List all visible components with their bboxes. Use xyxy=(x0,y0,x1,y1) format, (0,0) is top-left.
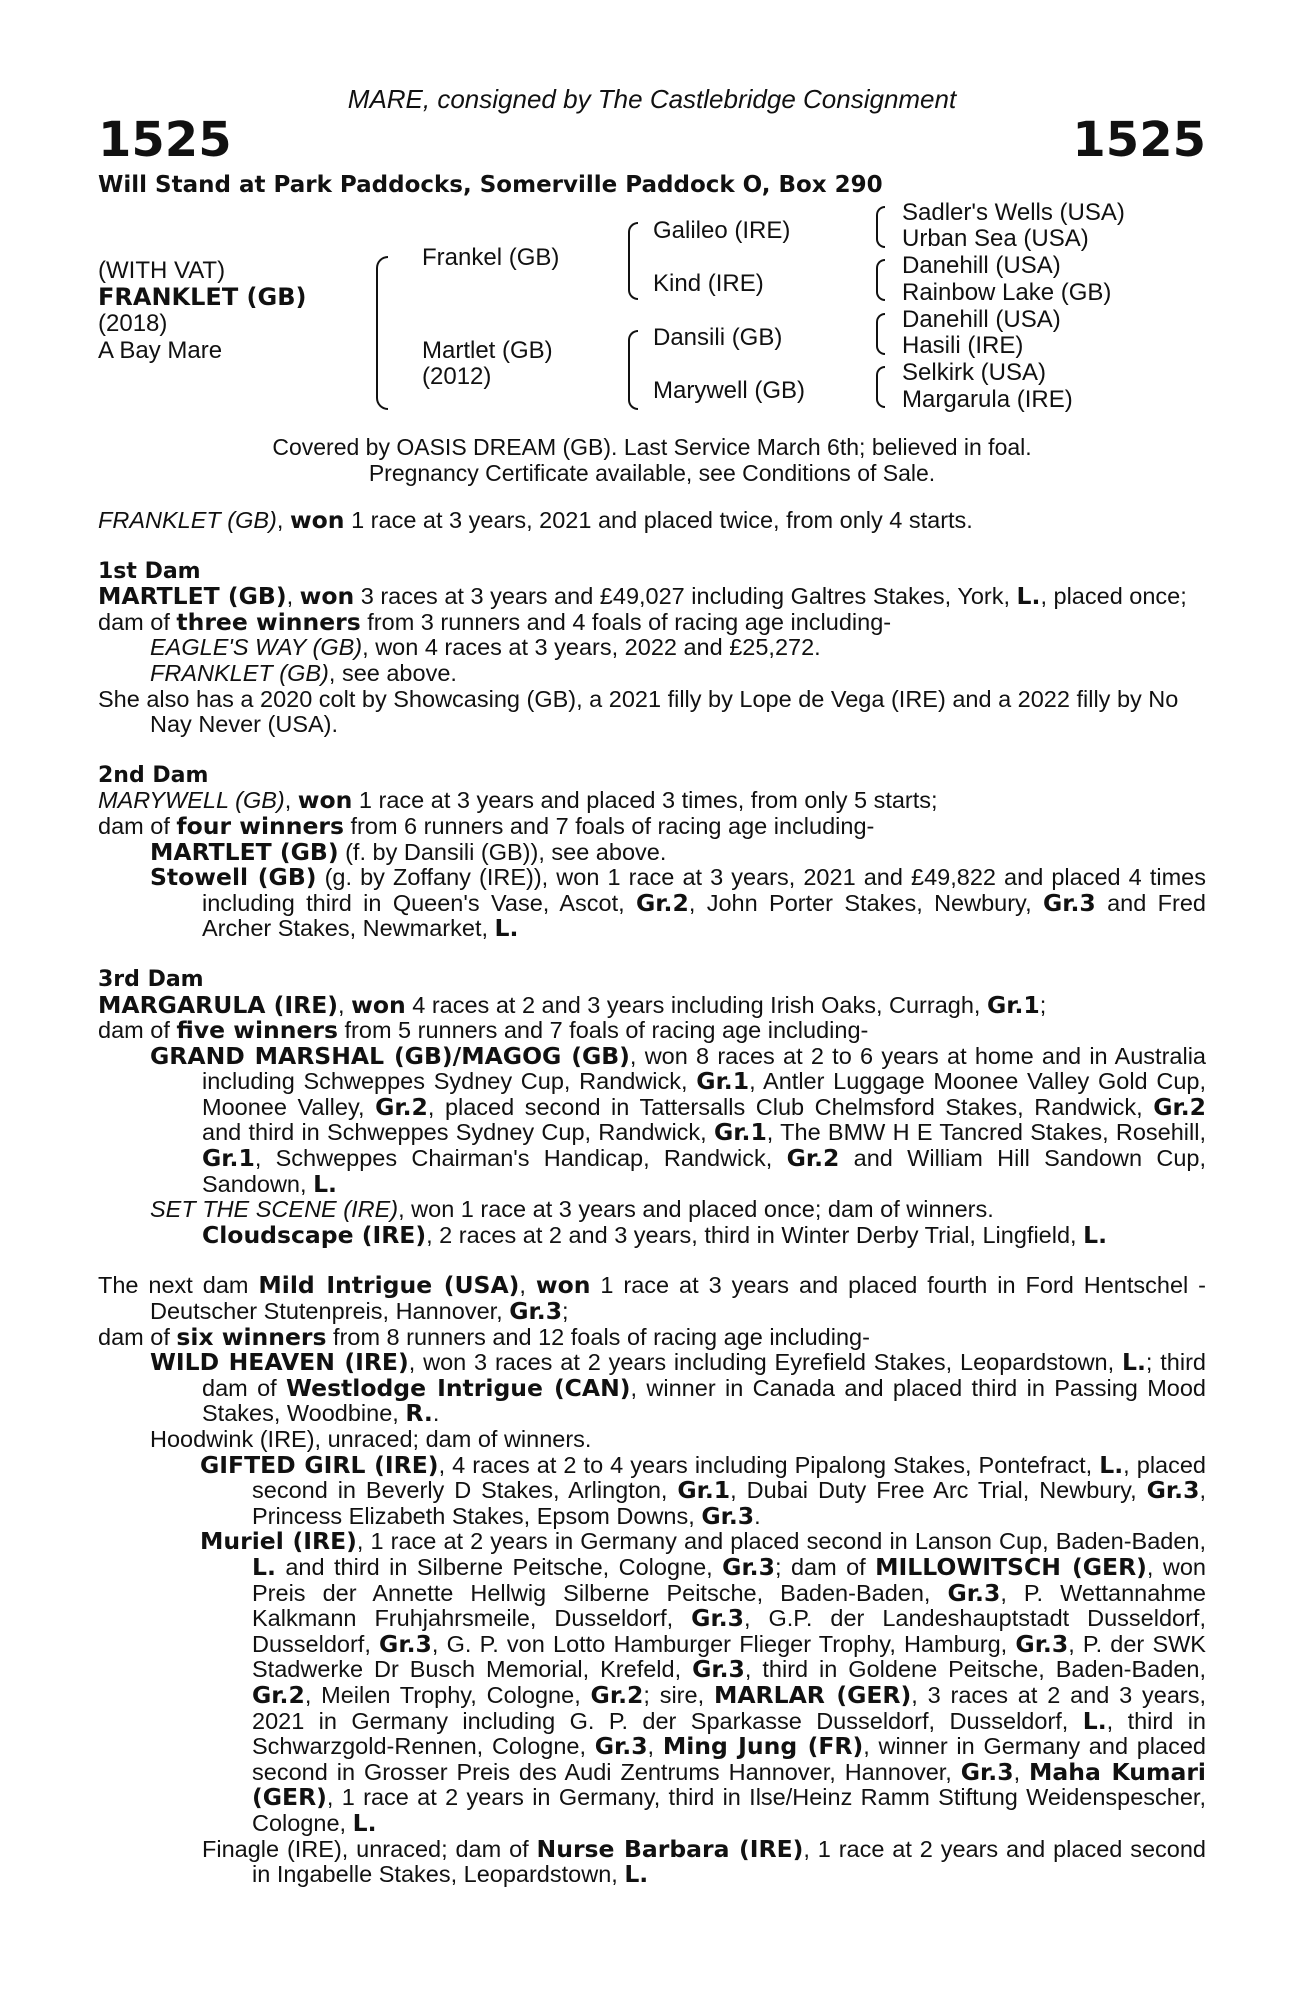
covered-note xyxy=(98,434,1206,486)
record-text: , G.P. der Landeshauptstadt Dusseldorf, Dusseldorf, xyxy=(252,1605,1206,1657)
grade-label: Gr.3 xyxy=(722,1552,775,1581)
first-dam-also: She also has a 2020 colt by Showcasing (GB), a 2021 filly by Lope de Vega (IRE) and a 2022 filly by No Nay Never (USA). xyxy=(98,685,1179,738)
record-text: from 5 runners and 7 foals of racing age including- xyxy=(337,1017,869,1044)
record-text: and William Hill Sandown Cup, Sandown, xyxy=(202,1145,1206,1197)
covered-line-1: Covered by OASIS DREAM (GB). Last Service March 6th; believed in foal. xyxy=(272,434,1032,460)
winners-count: five winners xyxy=(176,1016,338,1045)
brace-dam xyxy=(628,330,638,410)
record-text: , Meilen Trophy, Cologne, xyxy=(304,1681,591,1708)
sire-dam-sire: Danehill (USA) xyxy=(902,252,1061,279)
dam: Martlet (GB) xyxy=(422,337,553,364)
record-text: , 4 races at 2 to 4 years including Pipalong Stakes, Pontefract, xyxy=(438,1451,1100,1478)
record-text: ; dam of xyxy=(774,1553,876,1580)
second-dam-name: MARYWELL (GB) xyxy=(98,787,285,814)
record-text: , John Porter Stakes, Newbury, xyxy=(688,889,1043,916)
record-text: , P. der SWK Stadwerke Dr Busch Memorial, Krefeld, xyxy=(252,1630,1206,1683)
record-text: 3 races at 3 years and £49,027 including Galtres Stakes, York, xyxy=(354,583,1017,610)
sire: Frankel (GB) xyxy=(422,244,560,271)
summary-line: FRANKLET (GB), won 1 race at 3 years, 2021 and placed twice, from only 4 starts. xyxy=(98,506,973,534)
progeny-name: FRANKLET (GB) xyxy=(150,659,329,686)
record-text: , placed second in Tattersalls Club Chelmsford Stakes, Randwick, xyxy=(427,1093,1154,1120)
record-text: , xyxy=(1013,1758,1030,1785)
record-text: , see above. xyxy=(328,659,457,686)
dam-year: (2012) xyxy=(422,363,492,390)
won-label: won xyxy=(351,990,406,1019)
progeny-name: EAGLE'S WAY (GB) xyxy=(150,634,363,661)
listed-label: L. xyxy=(313,1169,337,1198)
grade-label: Gr.3 xyxy=(509,1297,563,1326)
third-dam-name: MARGARULA (IRE) xyxy=(98,990,339,1019)
second-dam-record: MARYWELL (GB), won 1 race at 3 years and placed 3 times, from only 5 starts; xyxy=(98,786,938,815)
dam-sire-dam: Hasili (IRE) xyxy=(902,332,1024,359)
record-text: , G. P. von Lotto Hamburger Flieger Trophy, Hamburg, xyxy=(431,1630,1016,1657)
progeny-entry xyxy=(98,1450,1206,1530)
record-text: , third in Goldene Peitsche, Baden-Baden, xyxy=(744,1656,1206,1683)
brace-ss xyxy=(876,206,885,248)
first-dam-produce xyxy=(98,607,1206,636)
grade-label: Gr.3 xyxy=(1015,1629,1069,1658)
covered-line-2: Pregnancy Certificate available, see Conditions of Sale. xyxy=(368,460,936,486)
record-text: , Dubai Duty Free Arc Trial, Newbury, xyxy=(730,1477,1147,1504)
third-dam-heading: 3rd Dam xyxy=(98,966,204,992)
listed-label: L. xyxy=(1099,1450,1124,1479)
grade-label: Gr.2 xyxy=(252,1680,305,1709)
record-text: dam of xyxy=(98,1017,177,1044)
brace-ds xyxy=(876,313,885,355)
progeny-name: GRAND MARSHAL (GB)/MAGOG (GB) xyxy=(150,1041,630,1070)
progeny-entry xyxy=(98,1529,1206,1836)
grade-label: Gr.3 xyxy=(701,1501,755,1530)
progeny-entry xyxy=(98,865,1206,942)
record-text: , The BMW H E Tancred Stakes, Rosehill, xyxy=(766,1119,1206,1146)
progeny-name: Westlodge Intrigue (CAN) xyxy=(286,1373,631,1402)
grade-label: Gr.1 xyxy=(696,1067,750,1096)
progeny-name: Cloudscape (IRE) xyxy=(202,1220,427,1249)
record-text: , won 1 race at 3 years and placed once; dam of winners. xyxy=(398,1196,994,1223)
progeny-name: GIFTED GIRL (IRE) xyxy=(200,1450,439,1479)
record-text: , won 4 races at 3 years, 2022 and £25,272. xyxy=(362,634,821,661)
grade-label: Gr.2 xyxy=(375,1092,428,1121)
sire-sire-dam: Urban Sea (USA) xyxy=(902,225,1089,252)
record-text: from 6 runners and 7 foals of racing age including- xyxy=(344,812,875,839)
listed-label: L. xyxy=(1016,582,1041,611)
dam-dam-dam: Margarula (IRE) xyxy=(902,386,1073,413)
record-text: and third in Schweppes Sydney Cup, Randwick, xyxy=(202,1119,714,1146)
vat-note: (WITH VAT) xyxy=(98,257,226,284)
grade-label: Gr.2 xyxy=(1153,1092,1206,1121)
dam-dam-sire: Selkirk (USA) xyxy=(902,359,1047,386)
sire-sire-sire: Sadler's Wells (USA) xyxy=(902,199,1125,226)
progeny-entry xyxy=(98,661,1206,687)
grade-label: Gr.1 xyxy=(713,1118,767,1147)
horse-name: FRANKLET (GB) xyxy=(98,283,307,311)
grade-label: Gr.3 xyxy=(960,1757,1014,1786)
listed-label: L. xyxy=(494,914,519,943)
record-text: , winner in Germany and placed second in Grosser Preis des Audi Zentrums Hannover, Hannover, xyxy=(252,1733,1206,1785)
record-text: , winner in Canada and placed third in Passing Mood Stakes, Woodbine, xyxy=(202,1374,1207,1427)
third-dam-produce xyxy=(98,1018,1206,1044)
next-dam-produce xyxy=(98,1322,1206,1351)
record-text: , 3 races at 2 and 3 years, 2021 in Germany including G. P. der Sparkasse Dusseldorf, Dusseldorf, xyxy=(252,1681,1207,1734)
race-record xyxy=(98,508,1206,1888)
progeny-name: MARTLET (GB) xyxy=(150,837,339,866)
listed-label: L. xyxy=(352,1808,377,1837)
record-text: , 2 races at 2 and 3 years, third in Winter Derby Trial, Lingfield, xyxy=(426,1221,1084,1248)
brace-sd xyxy=(876,259,885,301)
progeny-entry xyxy=(98,1041,1206,1198)
grade-label: Gr.3 xyxy=(1042,888,1096,917)
grade-label: Gr.2 xyxy=(636,888,689,917)
winners-count: three winners xyxy=(176,607,361,636)
horse-description: A Bay Mare xyxy=(98,337,223,364)
record-text: , 1 race at 2 years in Germany, third in Ilse/Heinz Ramm Stiftung Weidenspescher, Cologne, xyxy=(252,1784,1206,1836)
progeny-name: Ming Jung (FR) xyxy=(662,1732,864,1761)
progeny-name: Stowell (GB) xyxy=(150,863,317,892)
progeny-name: Maha Kumari (GER) xyxy=(252,1757,1206,1812)
progeny-name: MILLOWITSCH (GER) xyxy=(875,1552,1147,1581)
grade-label: Gr.3 xyxy=(947,1578,1001,1607)
progeny-entry xyxy=(98,837,1206,866)
grade-label: Gr.3 xyxy=(594,1732,648,1761)
record-text: 1 race at 3 years and placed fourth in Ford Hentschel - Deutscher Stutenpreis, Hannover, xyxy=(150,1272,1207,1325)
progeny-entry xyxy=(98,1197,1206,1223)
stand-location: Will Stand at Park Paddocks, Somerville Paddock O, Box 290 xyxy=(98,172,883,198)
progeny-entry xyxy=(98,635,1206,661)
progeny-name: Nurse Barbara (IRE) xyxy=(536,1834,804,1863)
record-text: (g. by Zoffany (IRE)), won 1 race at 3 years, 2021 and £49,822 and placed 4 times including third in Queen's Vase, Ascot, xyxy=(202,864,1206,916)
record-text: from 8 runners and 12 foals of racing age including- xyxy=(326,1323,870,1350)
dam-dam: Marywell (GB) xyxy=(653,377,806,404)
first-dam-name: MARTLET (GB) xyxy=(98,582,287,611)
record-text: ; sire, xyxy=(643,1681,714,1708)
record-text: ; third dam of xyxy=(202,1349,1206,1401)
horse-year: (2018) xyxy=(98,310,168,337)
record-text: , xyxy=(519,1272,536,1299)
record-text: and third in Silberne Peitsche, Cologne, xyxy=(275,1553,723,1580)
summary-name: FRANKLET (GB) xyxy=(98,507,277,533)
record-text: , Antler Luggage Moonee Valley Gold Cup, Moonee Valley, xyxy=(202,1068,1206,1120)
second-dam-produce xyxy=(98,811,1206,840)
brace-dd xyxy=(876,366,885,408)
progeny-name: MARLAR (GER) xyxy=(713,1680,912,1709)
listed-label: L. xyxy=(1083,1220,1107,1249)
record-text: , 1 race at 2 years in Germany and placed second in Lanson Cup, Baden-Baden, xyxy=(356,1528,1206,1555)
first-dam-heading: 1st Dam xyxy=(98,558,201,584)
next-dam-record xyxy=(98,1273,1206,1324)
record-text: , won 8 races at 2 to 6 years at home and in Australia including Schweppes Sydney Cup, Randwick, xyxy=(202,1042,1206,1095)
grade-label: Gr.3 xyxy=(379,1629,432,1658)
grade-label: Gr.2 xyxy=(590,1680,644,1709)
record-text: , Schweppes Chairman's Handicap, Randwick, xyxy=(254,1145,787,1172)
listed-label: L. xyxy=(1082,1706,1107,1735)
sire-sire: Galileo (IRE) xyxy=(653,217,791,244)
record-text: , P. Wettannahme Kalkmann Fruhjahrsmeile, Dusseldorf, xyxy=(252,1579,1207,1632)
grade-label: Gr.3 xyxy=(692,1655,745,1684)
winners-count: four winners xyxy=(176,811,344,840)
grade-label: Gr.1 xyxy=(986,990,1040,1019)
record-text: , Princess Elizabeth Stakes, Epsom Downs, xyxy=(252,1477,1206,1529)
dam-sire-sire: Danehill (USA) xyxy=(902,306,1061,333)
won-label: won xyxy=(535,1271,591,1300)
grade-label: Gr.3 xyxy=(1146,1476,1200,1505)
consignment-line: MARE, consigned by The Castlebridge Consignment xyxy=(347,84,957,114)
listed-label: L. xyxy=(252,1552,276,1581)
record-text: ; xyxy=(1039,991,1047,1018)
lot-number-left: 1525 xyxy=(98,112,232,168)
record-text: from 3 runners and 4 foals of racing age including- xyxy=(360,608,892,635)
record-text: 1 race at 3 years and placed 3 times, from only 5 starts; xyxy=(352,787,938,814)
listed-label: L. xyxy=(624,1860,649,1889)
record-text: dam of xyxy=(98,1323,177,1350)
third-dam-record: MARGARULA (IRE), won 4 races at 2 and 3 years including Irish Oaks, Curragh, Gr.1; xyxy=(98,990,1047,1019)
grade-label: Gr.3 xyxy=(691,1604,744,1633)
grade-label: Gr.1 xyxy=(202,1144,255,1173)
progeny-name: SET THE SCENE (IRE) xyxy=(150,1196,399,1223)
dam-sire: Dansili (GB) xyxy=(653,324,783,351)
progeny-entry xyxy=(98,1220,1206,1249)
record-text: dam of xyxy=(98,608,177,635)
restricted-label: R. xyxy=(405,1399,433,1428)
record-text: and Fred Archer Stakes, Newmarket, xyxy=(202,889,1206,942)
record-text: . xyxy=(432,1400,440,1427)
won-label: won xyxy=(297,786,353,815)
lot-number-right: 1525 xyxy=(1072,112,1206,168)
next-dam-name: Mild Intrigue (USA) xyxy=(258,1271,520,1300)
sire-dam-dam: Rainbow Lake (GB) xyxy=(902,279,1112,306)
summary-text: 1 race at 3 years, 2021 and placed twice, from only 4 starts. xyxy=(344,507,973,533)
record-text: dam of xyxy=(98,812,177,839)
record-text: ; xyxy=(562,1298,569,1325)
winners-count: six winners xyxy=(176,1322,327,1351)
listed-label: L. xyxy=(1122,1348,1146,1377)
record-text: , third in Schwarzgold-Rennen, Cologne, xyxy=(252,1707,1206,1760)
record-text: , placed once; xyxy=(1040,583,1187,610)
grade-label: Gr.2 xyxy=(786,1144,840,1173)
progeny-entry xyxy=(98,1350,1206,1427)
brace-sire xyxy=(628,222,638,300)
record-text: The next dam xyxy=(98,1272,259,1299)
record-text: , won Preis der Annette Hellwig Silberne Peitsche, Baden-Baden, xyxy=(252,1553,1206,1606)
first-dam-record: MARTLET (GB), won 3 races at 3 years and £49,027 including Galtres Stakes, York, L., placed once; xyxy=(98,582,1187,611)
record-text: . xyxy=(754,1502,761,1529)
pedigree-table xyxy=(98,200,1206,430)
progeny-name: Muriel (IRE) xyxy=(200,1527,357,1556)
summary-won: won xyxy=(289,506,345,534)
record-text: 4 races at 2 and 3 years including Irish Oaks, Curragh, xyxy=(405,991,987,1018)
record-text: (f. by Dansili (GB)), see above. xyxy=(338,838,667,865)
won-label: won xyxy=(299,582,355,611)
record-text: , xyxy=(647,1733,663,1760)
record-text: , 1 race at 2 years and placed second in Ingabelle Stakes, Leopardstown, xyxy=(252,1835,1207,1888)
sire-dam: Kind (IRE) xyxy=(653,270,764,297)
record-text: , won 3 races at 2 years including Eyrefield Stakes, Leopardstown, xyxy=(408,1349,1122,1376)
brace-gen1 xyxy=(376,256,388,410)
progeny-entry xyxy=(98,1834,1207,1889)
progeny-name: WILD HEAVEN (IRE) xyxy=(150,1348,409,1377)
record-text: , placed second in Beverly D Stakes, Arlington, xyxy=(252,1451,1206,1504)
progeny-entry: Hoodwink (IRE), unraced; dam of winners. xyxy=(150,1426,592,1452)
grade-label: Gr.1 xyxy=(677,1476,731,1505)
second-dam-heading: 2nd Dam xyxy=(98,762,209,788)
record-text: Finagle (IRE), unraced; dam of xyxy=(202,1835,537,1862)
